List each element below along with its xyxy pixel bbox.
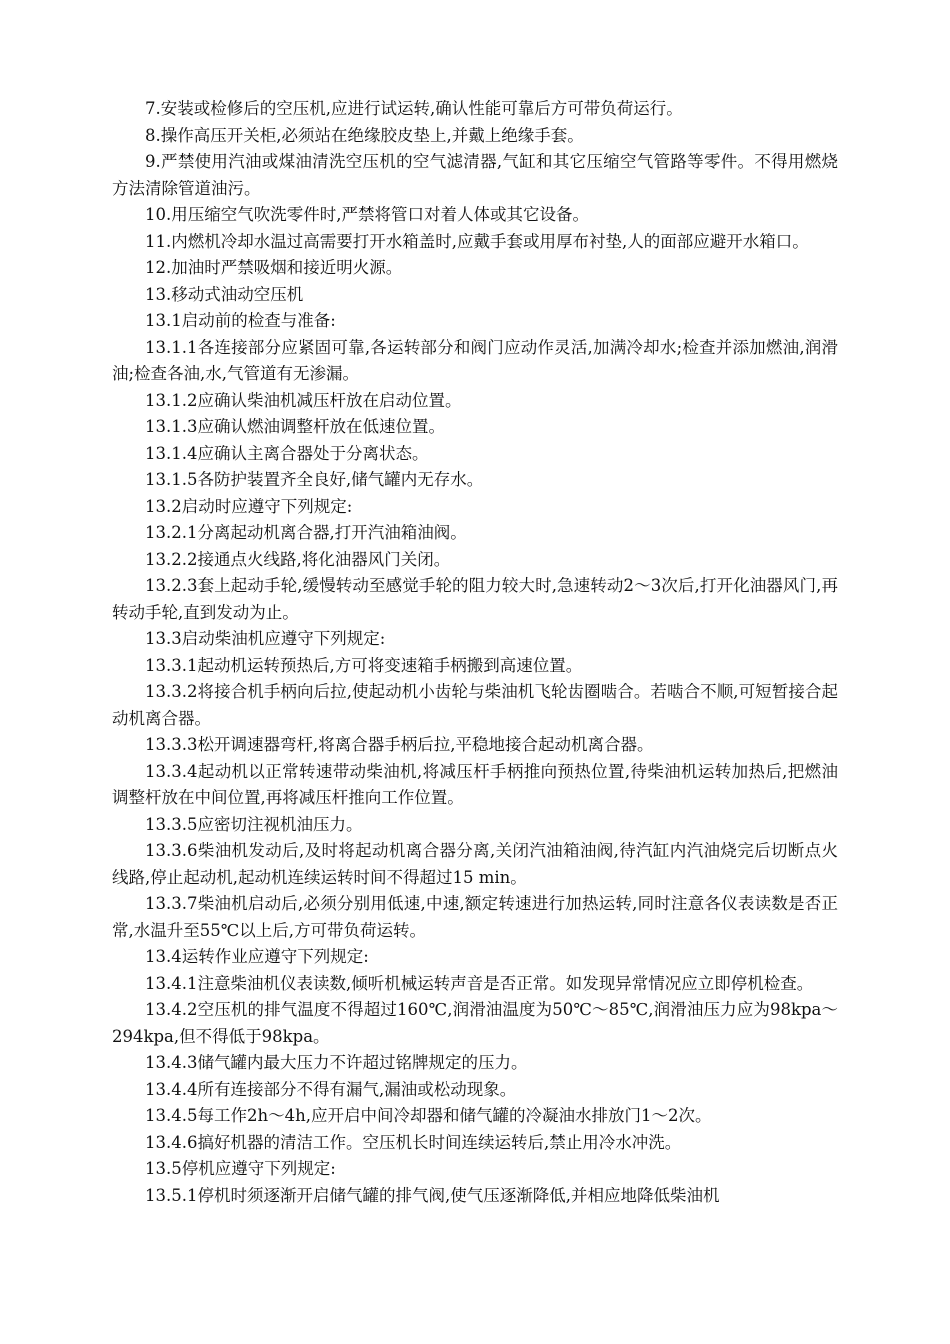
paragraph-13-3-7: 13.3.7柴油机启动后,必须分别用低速,中速,额定转速进行加热运转,同时注意各仪表读数是否正常,水温升至55℃以上后,方可带负荷运转。	[112, 894, 838, 940]
section-heading-13-5: 13.5停机应遵守下列规定:	[145, 1159, 336, 1178]
paragraph-13-3-1: 13.3.1起动机运转预热后,方可将变速箱手柄搬到高速位置。	[145, 655, 583, 675]
paragraph-13-4-3: 13.4.3储气罐内最大压力不许超过铭牌规定的压力。	[145, 1053, 528, 1072]
paragraph-13-4-4: 13.4.4所有连接部分不得有漏气,漏油或松动现象。	[145, 1079, 517, 1099]
paragraph-13-3-6: 13.3.6柴油机发动后,及时将起动机离合器分离,关闭汽油箱油阀,待汽缸内汽油烧完后切断点火线路,停止起动机,起动机连续运转时间不得超过15 min。	[112, 841, 838, 887]
paragraph-13-1-5: 13.1.5各防护装置齐全良好,储气罐内无存水。	[145, 470, 484, 489]
paragraph-13-1-3: 13.1.3应确认燃油调整杆放在低速位置。	[145, 417, 445, 436]
paragraph-9: 9.严禁使用汽油或煤油清洗空压机的空气滤清器,气缸和其它压缩空气管路等零件。不得用燃烧方法清除管道油污。	[112, 152, 838, 198]
paragraph-13-4-5: 13.4.5每工作2h～4h,应开启中间冷却器和储气罐的冷凝油水排放门1～2次。	[145, 1106, 712, 1125]
paragraph-13-3-2: 13.3.2将接合机手柄向后拉,使起动机小齿轮与柴油机飞轮齿圈啮合。若啮合不顺,可短暂接合起动机离合器。	[112, 682, 838, 728]
paragraph-13-4-2: 13.4.2空压机的排气温度不得超过160℃,润滑油温度为50℃～85℃,润滑油压力应为98kpa～294kpa,但不得低于98kpa。	[112, 1000, 838, 1046]
section-heading-13-4: 13.4运转作业应遵守下列规定:	[145, 947, 369, 966]
paragraph-13-3-5: 13.3.5应密切注视机油压力。	[145, 814, 363, 834]
paragraph-13-1-1: 13.1.1各连接部分应紧固可靠,各运转部分和阀门应动作灵活,加满冷却水;检查并添加燃油,润滑油;检查各油,水,气管道有无渗漏。	[112, 337, 838, 383]
paragraph-13-4-1: 13.4.1注意柴油机仪表读数,倾听机械运转声音是否正常。如发现异常情况应立即停机检查。	[145, 973, 814, 993]
paragraph-13-3-4: 13.3.4起动机以正常转速带动柴油机,将减压杆手柄推向预热位置,待柴油机运转加热后,把燃油调整杆放在中间位置,再将减压杆推向工作位置。	[112, 761, 838, 807]
paragraph-13-2-2: 13.2.2接通点火线路,将化油器风门关闭。	[145, 549, 451, 569]
section-heading-13-3: 13.3启动柴油机应遵守下列规定:	[145, 629, 386, 648]
paragraph-13-1-4: 13.1.4应确认主离合器处于分离状态。	[145, 443, 429, 463]
section-heading-13-1: 13.1启动前的检查与准备:	[145, 311, 336, 330]
paragraph-13-4-6: 13.4.6搞好机器的清洁工作。空压机长时间连续运转后,禁止用冷水冲洗。	[145, 1132, 682, 1152]
paragraph-7: 7.安装或检修后的空压机,应进行试运转,确认性能可靠后方可带负荷运行。	[145, 99, 683, 118]
paragraph-13-2-3: 13.2.3套上起动手轮,缓慢转动至感觉手轮的阻力较大时,急速转动2～3次后,打开化油器风门,再转动手轮,直到发动为止。	[112, 576, 838, 622]
paragraph-13-1-2: 13.1.2应确认柴油机减压杆放在启动位置。	[145, 390, 462, 410]
paragraph-10: 10.用压缩空气吹洗零件时,严禁将管口对着人体或其它设备。	[145, 205, 589, 224]
paragraph-13-3-3: 13.3.3松开调速器弯杆,将离合器手柄后拉,平稳地接合起动机离合器。	[145, 735, 654, 754]
paragraph-8: 8.操作高压开关柜,必须站在绝缘胶皮垫上,并戴上绝缘手套。	[145, 125, 584, 145]
section-heading-13: 13.移动式油动空压机	[145, 284, 304, 304]
paragraph-13-2-1: 13.2.1分离起动机离合器,打开汽油箱油阀。	[145, 523, 467, 542]
paragraph-12: 12.加油时严禁吸烟和接近明火源。	[145, 258, 403, 277]
section-heading-13-2: 13.2启动时应遵守下列规定:	[145, 496, 353, 516]
document-body	[112, 96, 838, 1209]
paragraph-11: 11.内燃机冷却水温过高需要打开水箱盖时,应戴手套或用厚布衬垫,人的面部应避开水箱口。	[145, 231, 809, 251]
paragraph-13-5-1: 13.5.1停机时须逐渐开启储气罐的排气阀,使气压逐渐降低,并相应地降低柴油机	[145, 1185, 720, 1205]
